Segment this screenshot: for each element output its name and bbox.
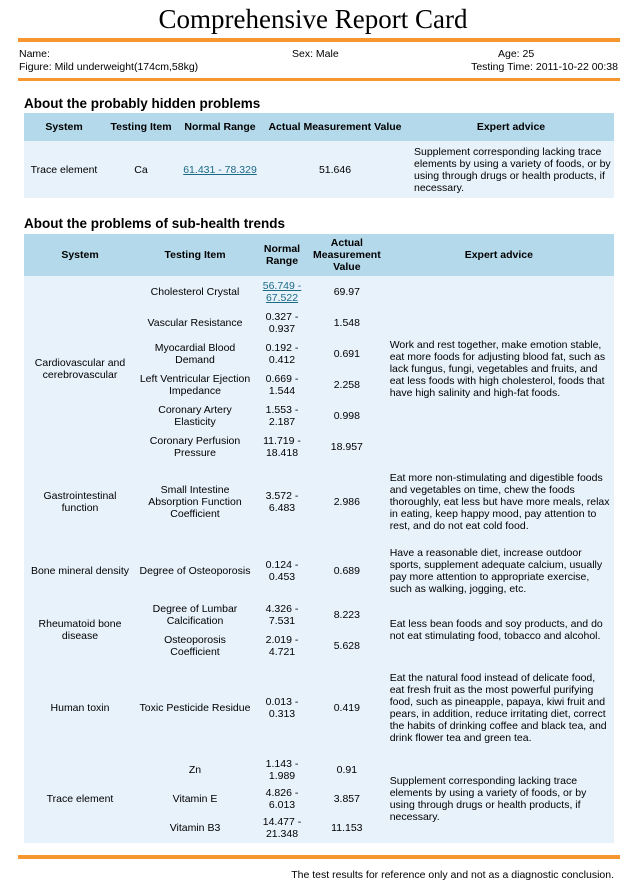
system-cell: Gastrointestinal function bbox=[24, 462, 136, 542]
item-cell: Zn bbox=[136, 755, 254, 784]
item-cell: Degree of Osteoporosis bbox=[136, 542, 254, 599]
value-cell: 0.998 bbox=[310, 400, 384, 431]
value-cell: 1.548 bbox=[310, 307, 384, 338]
value-cell: 11.153 bbox=[310, 813, 384, 843]
item-cell: Osteoporosis Coefficient bbox=[136, 630, 254, 661]
col-normal-range: Normal Range bbox=[178, 113, 262, 141]
item-cell: Vitamin E bbox=[136, 784, 254, 813]
patient-sex: Sex: Male bbox=[292, 48, 339, 60]
item-cell: Myocardial Blood Demand bbox=[136, 338, 254, 369]
col-system: System bbox=[24, 113, 104, 141]
patient-name bbox=[19, 48, 50, 60]
range-cell: 0.669 - 1.544 bbox=[254, 369, 310, 400]
value-cell: 8.223 bbox=[310, 599, 384, 630]
system-cell: Trace element bbox=[24, 755, 136, 843]
subhealth-table bbox=[24, 234, 614, 843]
col-testing-item: Testing Item bbox=[136, 234, 254, 276]
system-cell: Cardiovascular and cerebrovascular bbox=[24, 276, 136, 462]
advice-cell: Eat more non-stimulating and digestible foods and vegetables on time, chew the foods thoroughly, eat less but have more meals, relax in eating, keep happy mood, pay attention to rest, and do not eat cold food. bbox=[384, 462, 614, 542]
patient-age: Age: 25 bbox=[498, 48, 535, 60]
hidden-problems-table bbox=[24, 113, 614, 198]
item-cell: Coronary Perfusion Pressure bbox=[136, 431, 254, 462]
system-cell: Human toxin bbox=[24, 661, 136, 755]
advice-cell: Supplement corresponding lacking trace elements by using a variety of foods, or by using through drugs or health products, if necessary. bbox=[408, 141, 614, 198]
item-cell: Cholesterol Crystal bbox=[136, 276, 254, 307]
range-cell: 0.013 - 0.313 bbox=[254, 661, 310, 755]
value-cell: 0.689 bbox=[310, 542, 384, 599]
value-cell: 51.646 bbox=[262, 141, 408, 198]
table-row bbox=[24, 661, 614, 755]
range-cell: 11.719 - 18.418 bbox=[254, 431, 310, 462]
range-cell: 2.019 - 4.721 bbox=[254, 630, 310, 661]
col-actual-value: Actual Measurement Value bbox=[310, 234, 384, 276]
advice-cell: Eat the natural food instead of delicate food, eat fresh fruit as the most powerful purifying food, such as pineapple, papaya, kiwi fruit and pears, in addition, reduce irritating diet, correct the habits of drinking coffee and black tea, and drink flower tea and green tea. bbox=[384, 661, 614, 755]
header-divider-bottom bbox=[18, 78, 620, 81]
advice-cell: Supplement corresponding lacking trace elements by using a variety of foods, or by using through drugs or health products, if necessary. bbox=[384, 755, 614, 843]
table-row bbox=[24, 141, 614, 198]
range-cell bbox=[254, 276, 310, 307]
range-cell: 14.477 - 21.348 bbox=[254, 813, 310, 843]
range-link[interactable]: 56.749 - 67.522 bbox=[262, 279, 302, 304]
value-cell: 3.857 bbox=[310, 784, 384, 813]
value-cell: 0.419 bbox=[310, 661, 384, 755]
range-cell: 1.143 - 1.989 bbox=[254, 755, 310, 784]
item-cell: Ca bbox=[104, 141, 178, 198]
patient-figure: Figure: Mild underweight(174cm,58kg) bbox=[19, 61, 199, 73]
col-expert-advice: Expert advice bbox=[384, 234, 614, 276]
table-header-row bbox=[24, 234, 614, 276]
value-cell: 69.97 bbox=[310, 276, 384, 307]
disclaimer-note: The test results for reference only and not as a diagnostic conclusion. bbox=[291, 869, 614, 881]
value-cell: 18.957 bbox=[310, 431, 384, 462]
range-cell: 4.326 - 7.531 bbox=[254, 599, 310, 630]
item-cell: Small Intestine Absorption Function Coefficient bbox=[136, 462, 254, 542]
advice-cell: Eat less bean foods and soy products, and do not eat stimulating food, tobacco and alcohol. bbox=[384, 599, 614, 661]
col-system: System bbox=[24, 234, 136, 276]
item-cell: Degree of Lumbar Calcification bbox=[136, 599, 254, 630]
testing-time: Testing Time: 2011-10-22 00:38 bbox=[471, 61, 618, 73]
item-cell: Coronary Artery Elasticity bbox=[136, 400, 254, 431]
table-row bbox=[24, 462, 614, 542]
system-cell: Rheumatoid bone disease bbox=[24, 599, 136, 661]
item-cell: Toxic Pesticide Residue bbox=[136, 661, 254, 755]
advice-cell: Have a reasonable diet, increase outdoor sports, supplement adequate calcium, usually pay more attention to appropriate exercise, such as walking, jogging, etc. bbox=[384, 542, 614, 599]
item-cell: Vitamin B3 bbox=[136, 813, 254, 843]
name-label: Name: bbox=[19, 48, 50, 60]
range-cell: 1.553 - 2.187 bbox=[254, 400, 310, 431]
range-cell bbox=[178, 141, 262, 198]
range-link[interactable]: 61.431 - 78.329 bbox=[183, 163, 257, 176]
range-cell: 0.327 - 0.937 bbox=[254, 307, 310, 338]
range-cell: 0.124 - 0.453 bbox=[254, 542, 310, 599]
table-row bbox=[24, 599, 614, 630]
range-cell: 4.826 - 6.013 bbox=[254, 784, 310, 813]
col-testing-item: Testing Item bbox=[104, 113, 178, 141]
range-cell: 0.192 - 0.412 bbox=[254, 338, 310, 369]
value-cell: 2.258 bbox=[310, 369, 384, 400]
table-row bbox=[24, 542, 614, 599]
col-actual-value: Actual Measurement Value bbox=[262, 113, 408, 141]
footer-divider bbox=[18, 855, 620, 859]
hidden-problems-heading: About the probably hidden problems bbox=[24, 96, 261, 111]
col-expert-advice: Expert advice bbox=[408, 113, 614, 141]
report-title: Comprehensive Report Card bbox=[158, 4, 468, 34]
value-cell: 0.91 bbox=[310, 755, 384, 784]
advice-cell: Work and rest together, make emotion stable, eat more foods for adjusting blood fat, such as lack fungus, fungi, vegetables and fruits, and eat less foods with high cholesterol, foods that have high salinity and high-fat foods. bbox=[384, 276, 614, 462]
item-cell: Left Ventricular Ejection Impedance bbox=[136, 369, 254, 400]
system-cell: Trace element bbox=[24, 141, 104, 198]
value-cell: 5.628 bbox=[310, 630, 384, 661]
value-cell: 2.986 bbox=[310, 462, 384, 542]
table-row bbox=[24, 276, 614, 307]
value-cell: 0.691 bbox=[310, 338, 384, 369]
table-row bbox=[24, 755, 614, 784]
range-cell: 3.572 - 6.483 bbox=[254, 462, 310, 542]
col-normal-range: Normal Range bbox=[254, 234, 310, 276]
system-cell: Bone mineral density bbox=[24, 542, 136, 599]
item-cell: Vascular Resistance bbox=[136, 307, 254, 338]
subhealth-heading: About the problems of sub-health trends bbox=[24, 216, 286, 231]
table-header-row bbox=[24, 113, 614, 141]
header-divider-top bbox=[18, 38, 620, 42]
